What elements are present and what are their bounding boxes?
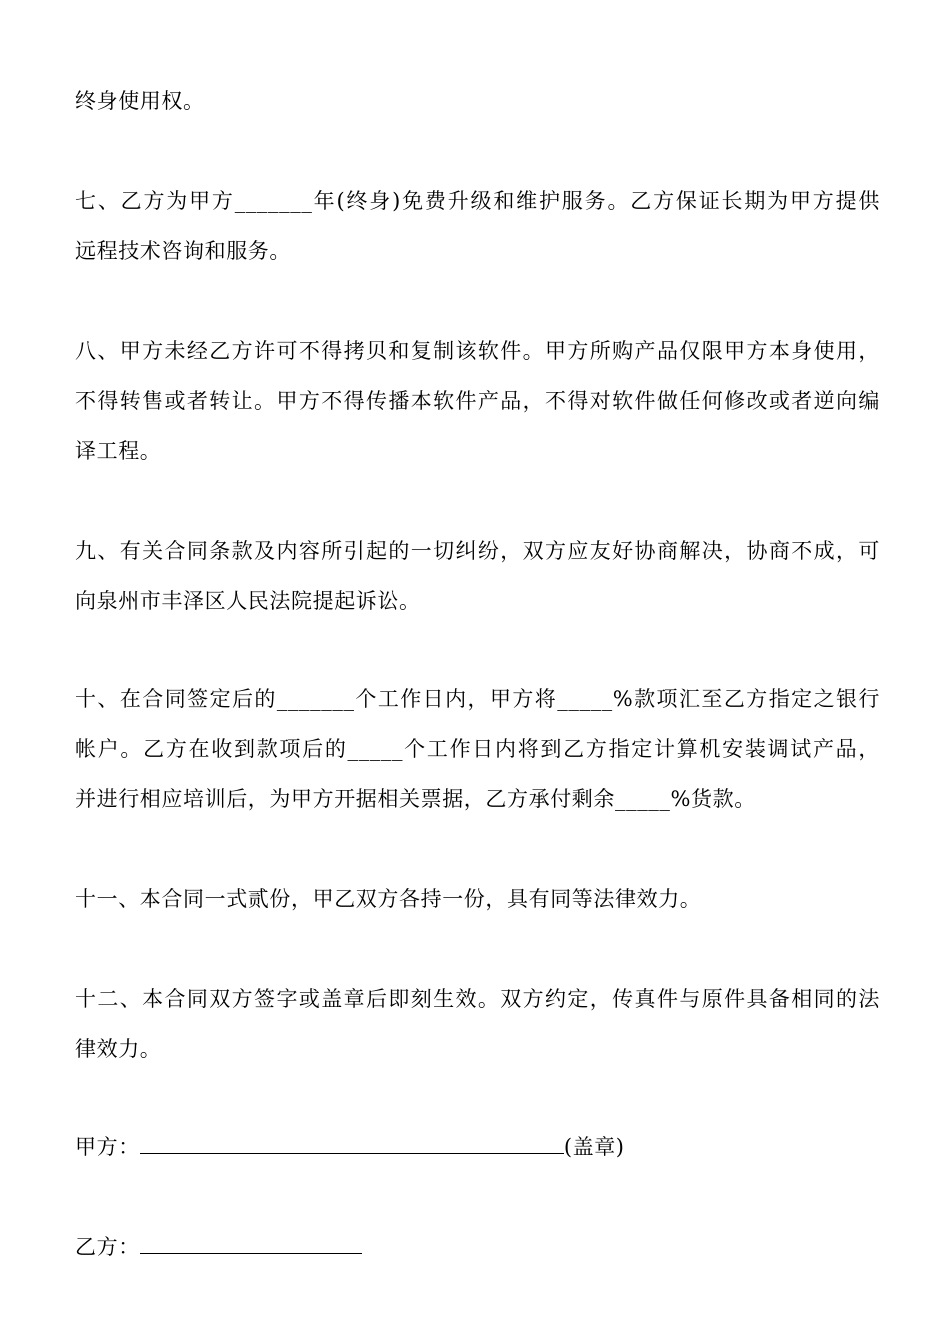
clause-8 xyxy=(75,326,880,476)
text-line: 远程技术咨询和服务。 xyxy=(75,239,291,263)
fill-blank-years: _______ xyxy=(234,189,313,213)
fill-blank-percent: _____ xyxy=(615,787,671,811)
signature-party-a xyxy=(75,1122,880,1172)
seal-note: (盖章) xyxy=(563,1135,625,1159)
party-a-label: 甲方： xyxy=(75,1135,140,1159)
fill-blank-percent: _____ xyxy=(557,687,613,711)
clause-12 xyxy=(75,974,880,1074)
text-line: 八、甲方未经乙方许可不得拷贝和复制该软件。甲方所购产品仅限甲方本身使用， xyxy=(75,339,880,363)
paragraph-continuation xyxy=(75,76,880,126)
clause-10 xyxy=(75,674,880,824)
text-line: 九、有关合同条款及内容所引起的一切纠纷，双方应友好协商解决，协商不成，可 xyxy=(75,539,880,563)
text-line: 并进行相应培训后，为甲方开据相关票据，乙方承付剩余_____%货款。 xyxy=(75,787,756,811)
text-line: 十二、本合同双方签字或盖章后即刻生效。双方约定，传真件与原件具备相同的法 xyxy=(75,987,880,1011)
text-line: 不得转售或者转让。甲方不得传播本软件产品，不得对软件做任何修改或者逆向编 xyxy=(75,389,880,413)
party-b-label: 乙方： xyxy=(75,1235,140,1259)
clause-11 xyxy=(75,874,880,924)
text-line: 帐户。乙方在收到款项后的_____个工作日内将到乙方指定计算机安装调试产品， xyxy=(75,737,880,761)
text-line xyxy=(75,1122,880,1172)
clause-9 xyxy=(75,526,880,626)
clause-7 xyxy=(75,176,880,276)
text-line: 律效力。 xyxy=(75,1037,162,1061)
text-line: 译工程。 xyxy=(75,439,162,463)
text-line: 十、在合同签定后的_______个工作日内，甲方将_____%款项汇至乙方指定之银行 xyxy=(75,687,881,711)
party-a-signature-line xyxy=(140,1135,564,1154)
text-line: 终身使用权。 xyxy=(75,89,205,113)
text-line xyxy=(75,1222,880,1272)
signature-party-b xyxy=(75,1222,880,1272)
fill-blank-days: _______ xyxy=(276,687,355,711)
text-line: 十一、本合同一式贰份，甲乙双方各持一份，具有同等法律效力。 xyxy=(75,887,702,911)
party-b-signature-line xyxy=(140,1235,362,1254)
text-line: 向泉州市丰泽区人民法院提起诉讼。 xyxy=(75,589,421,613)
text-line: 七、乙方为甲方_______年(终身)免费升级和维护服务。乙方保证长期为甲方提供 xyxy=(75,189,881,213)
fill-blank-days: _____ xyxy=(347,737,404,761)
